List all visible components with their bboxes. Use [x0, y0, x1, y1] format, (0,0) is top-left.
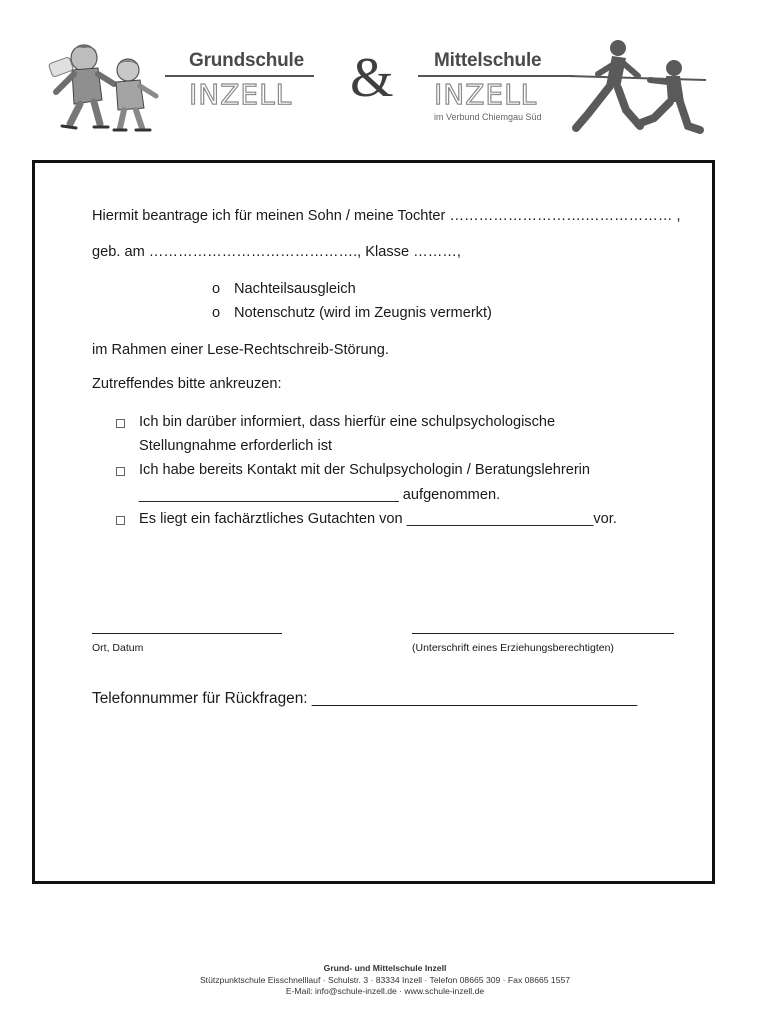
context-line: im Rahmen einer Lese-Rechtschreib-Störung.: [92, 342, 389, 358]
place-date-line[interactable]: [92, 633, 282, 634]
verbund-caption: im Verbund Chiemgau Süd: [434, 112, 542, 122]
grundschule-title: Grundschule: [165, 50, 314, 77]
check-gutachten-label: Es liegt ein fachärztliches Gutachten von _______________________vor.: [139, 511, 617, 527]
footer-title: Grund- und Mittelschule Inzell: [323, 963, 447, 973]
footer: [0, 963, 770, 998]
option-nachteilsausgleich: Nachteilsausgleich: [234, 281, 356, 297]
checkbox-contact[interactable]: [116, 467, 125, 476]
application-intro-line: Hiermit beantrage ich für meinen Sohn / meine Tochter ……………………….……………… ,: [92, 208, 681, 224]
phone-line: Telefonnummer für Rückfragen: ______________________________________: [92, 690, 638, 707]
check-contact-label: Ich habe bereits Kontakt mit der Schulpsychologin / Beratungslehrerin: [139, 462, 591, 478]
check-informed-label-cont: Stellungnahme erforderlich ist: [139, 438, 333, 454]
letterhead: [0, 0, 770, 150]
children-skating-logo: [44, 34, 162, 134]
mittelschule-block: [418, 50, 588, 122]
check-contact-label-cont: ________________________________ aufgenommen.: [139, 487, 501, 503]
signature-label: (Unterschrift eines Erziehungsberechtigten): [412, 642, 614, 654]
mittelschule-title: Mittelschule: [418, 50, 574, 77]
option-notenschutz: Notenschutz (wird im Zeugnis vermerkt): [234, 305, 492, 321]
birthdate-class-line: geb. am ……………………………………., Klasse ………,: [92, 244, 461, 260]
instruction-line: Zutreffendes bitte ankreuzen:: [92, 376, 282, 392]
checkbox-informed[interactable]: [116, 419, 125, 428]
option-bullet: o: [212, 305, 221, 321]
place-date-label: Ort, Datum: [92, 642, 144, 654]
checkbox-gutachten[interactable]: [116, 516, 125, 525]
grundschule-block: [165, 50, 355, 110]
tug-of-war-logo: [568, 38, 706, 134]
footer-address: Stützpunktschule Eisschnelllauf · Schulstr. 3 · 83334 Inzell · Telefon 08665 309 · Fax 08665 1557: [199, 974, 571, 985]
signature-line[interactable]: [412, 633, 674, 634]
ampersand-symbol: &: [350, 47, 394, 109]
option-bullet: o: [212, 281, 221, 297]
mittelschule-town: INZELL: [434, 78, 538, 111]
footer-contact: E-Mail: info@schule-inzell.de · www.schule-inzell.de: [285, 986, 485, 996]
check-informed-label: Ich bin darüber informiert, dass hierfür eine schulpsychologische: [139, 414, 556, 430]
grundschule-town: INZELL: [189, 78, 293, 111]
